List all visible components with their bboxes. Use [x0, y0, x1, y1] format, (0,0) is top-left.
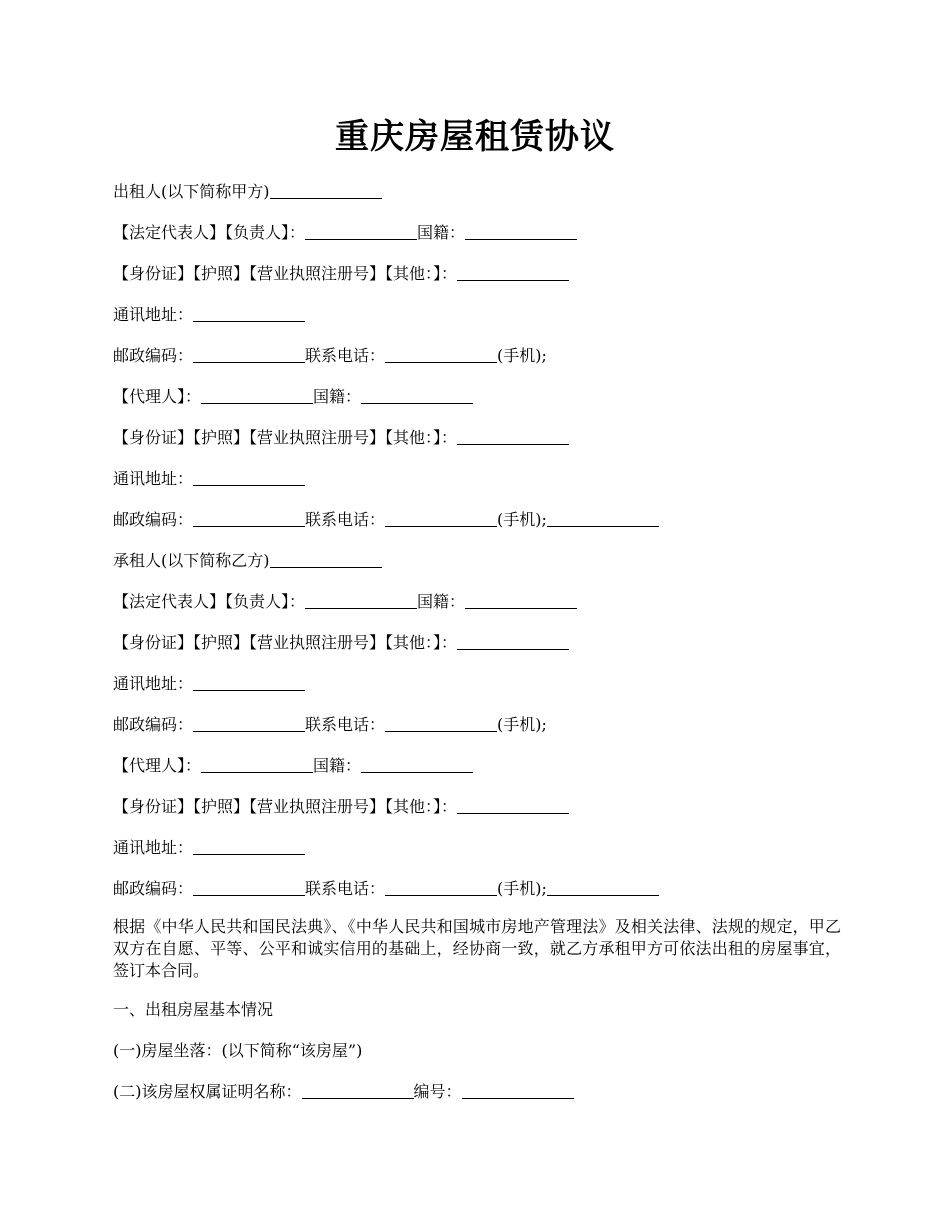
section1-item2-number-blank — [462, 1080, 574, 1099]
lessee-rep-blank — [305, 590, 417, 609]
lessee-agent-id-blank — [457, 795, 569, 814]
lessor-agent-mobile-suffix: (手机); — [497, 510, 547, 529]
lessor-address-label: 通讯地址： — [113, 305, 194, 324]
document-body — [113, 178, 841, 1119]
lessee-phone-blank — [385, 713, 497, 732]
lessee-agent-label: 【代理人】： — [113, 756, 202, 775]
lessee-agent-mobile-suffix: (手机); — [497, 879, 547, 898]
section1-item2-blank — [302, 1080, 414, 1099]
lessor-contact-line — [113, 342, 841, 370]
lessor-agent-id-line — [113, 424, 841, 452]
lessor-rep-line — [113, 219, 841, 247]
lessor-id-line — [113, 260, 841, 288]
lessee-address-line — [113, 670, 841, 698]
section1-heading: 一、出租房屋基本情况 — [113, 1000, 274, 1019]
lessor-id-blank — [457, 262, 569, 281]
lessee-agent-phone-label: 联系电话： — [305, 879, 386, 898]
lessee-name-blank — [270, 549, 382, 568]
lessee-agent-nationality-blank — [361, 754, 473, 773]
lessee-heading: 承租人(以下简称乙方) — [113, 551, 270, 570]
preamble-paragraph: 根据《中华人民共和国民法典》、《中华人民共和国城市房地产管理法》及相关法律、法规的规定，甲乙双方在自愿、平等、公平和诚实信用的基础上，经协商一致，就乙方承租甲方可依法出租的房屋事宜，签订本合同。 — [113, 917, 841, 980]
lessor-heading-line — [113, 178, 841, 206]
lessor-agent-phone-blank — [385, 508, 497, 527]
lessee-postcode-blank — [193, 713, 305, 732]
lessee-nationality-blank — [465, 590, 577, 609]
section1-item2-label: (二)该房屋权属证明名称： — [113, 1082, 302, 1101]
section1-item2-number-label: 编号： — [413, 1082, 462, 1101]
lessee-rep-label: 【法定代表人】【负责人】： — [113, 592, 306, 611]
lessor-nationality-blank — [465, 221, 577, 240]
lessor-postcode-label: 邮政编码： — [113, 346, 194, 365]
lessor-agent-id-label: 【身份证】【护照】【营业执照注册号】【其他：】： — [113, 428, 458, 447]
lessor-id-label: 【身份证】【护照】【营业执照注册号】【其他：】： — [113, 264, 458, 283]
lessee-agent-contact-line — [113, 875, 841, 903]
lessor-agent-line — [113, 383, 841, 411]
lessee-agent-line — [113, 752, 841, 780]
lessee-id-line — [113, 629, 841, 657]
lessee-contact-line — [113, 711, 841, 739]
lessor-address-line — [113, 301, 841, 329]
lessee-rep-line — [113, 588, 841, 616]
section1-item1: (一)房屋坐落：(以下简称“该房屋”) — [113, 1041, 363, 1060]
lessor-agent-nationality-label: 国籍： — [313, 387, 362, 406]
lessor-agent-label: 【代理人】： — [113, 387, 202, 406]
lessor-agent-contact-line — [113, 506, 841, 534]
lessee-id-blank — [457, 631, 569, 650]
lessor-agent-address-line — [113, 465, 841, 493]
lessee-id-label: 【身份证】【护照】【营业执照注册号】【其他：】： — [113, 633, 458, 652]
lessor-agent-postcode-blank — [193, 508, 305, 527]
lessee-agent-extra-blank — [547, 877, 659, 896]
lessee-agent-postcode-blank — [193, 877, 305, 896]
lessor-address-blank — [193, 303, 305, 322]
lessee-agent-postcode-label: 邮政编码： — [113, 879, 194, 898]
lessor-agent-postcode-label: 邮政编码： — [113, 510, 194, 529]
lessor-heading: 出租人(以下简称甲方) — [113, 182, 270, 201]
lessor-agent-address-blank — [193, 467, 305, 486]
lessor-agent-address-label: 通讯地址： — [113, 469, 194, 488]
lessee-agent-phone-blank — [385, 877, 497, 896]
lessor-phone-blank — [385, 344, 497, 363]
lessee-agent-address-label: 通讯地址： — [113, 838, 194, 857]
lessee-postcode-label: 邮政编码： — [113, 715, 194, 734]
lessor-mobile-suffix: (手机); — [497, 346, 547, 365]
lessor-agent-phone-label: 联系电话： — [305, 510, 386, 529]
lessor-postcode-blank — [193, 344, 305, 363]
lessor-rep-label: 【法定代表人】【负责人】： — [113, 223, 306, 242]
lessee-mobile-suffix: (手机); — [497, 715, 547, 734]
lessee-agent-address-blank — [193, 836, 305, 855]
lessor-rep-blank — [305, 221, 417, 240]
lessor-agent-id-blank — [457, 426, 569, 445]
lessor-agent-nationality-blank — [361, 385, 473, 404]
lessor-agent-extra-blank — [547, 508, 659, 527]
lessee-agent-id-line — [113, 793, 841, 821]
lessee-agent-address-line — [113, 834, 841, 862]
lessor-name-blank — [270, 180, 382, 199]
lessor-nationality-label: 国籍： — [417, 223, 466, 242]
section1-item2-line — [113, 1078, 841, 1106]
lessee-agent-id-label: 【身份证】【护照】【营业执照注册号】【其他：】： — [113, 797, 458, 816]
lessor-agent-blank — [201, 385, 313, 404]
lessee-agent-blank — [201, 754, 313, 773]
lessee-phone-label: 联系电话： — [305, 715, 386, 734]
lessee-address-blank — [193, 672, 305, 691]
lessee-address-label: 通讯地址： — [113, 674, 194, 693]
lessee-heading-line — [113, 547, 841, 575]
lessor-phone-label: 联系电话： — [305, 346, 386, 365]
lessee-agent-nationality-label: 国籍： — [313, 756, 362, 775]
document-title: 重庆房屋租赁协议 — [335, 117, 615, 157]
lessee-nationality-label: 国籍： — [417, 592, 466, 611]
